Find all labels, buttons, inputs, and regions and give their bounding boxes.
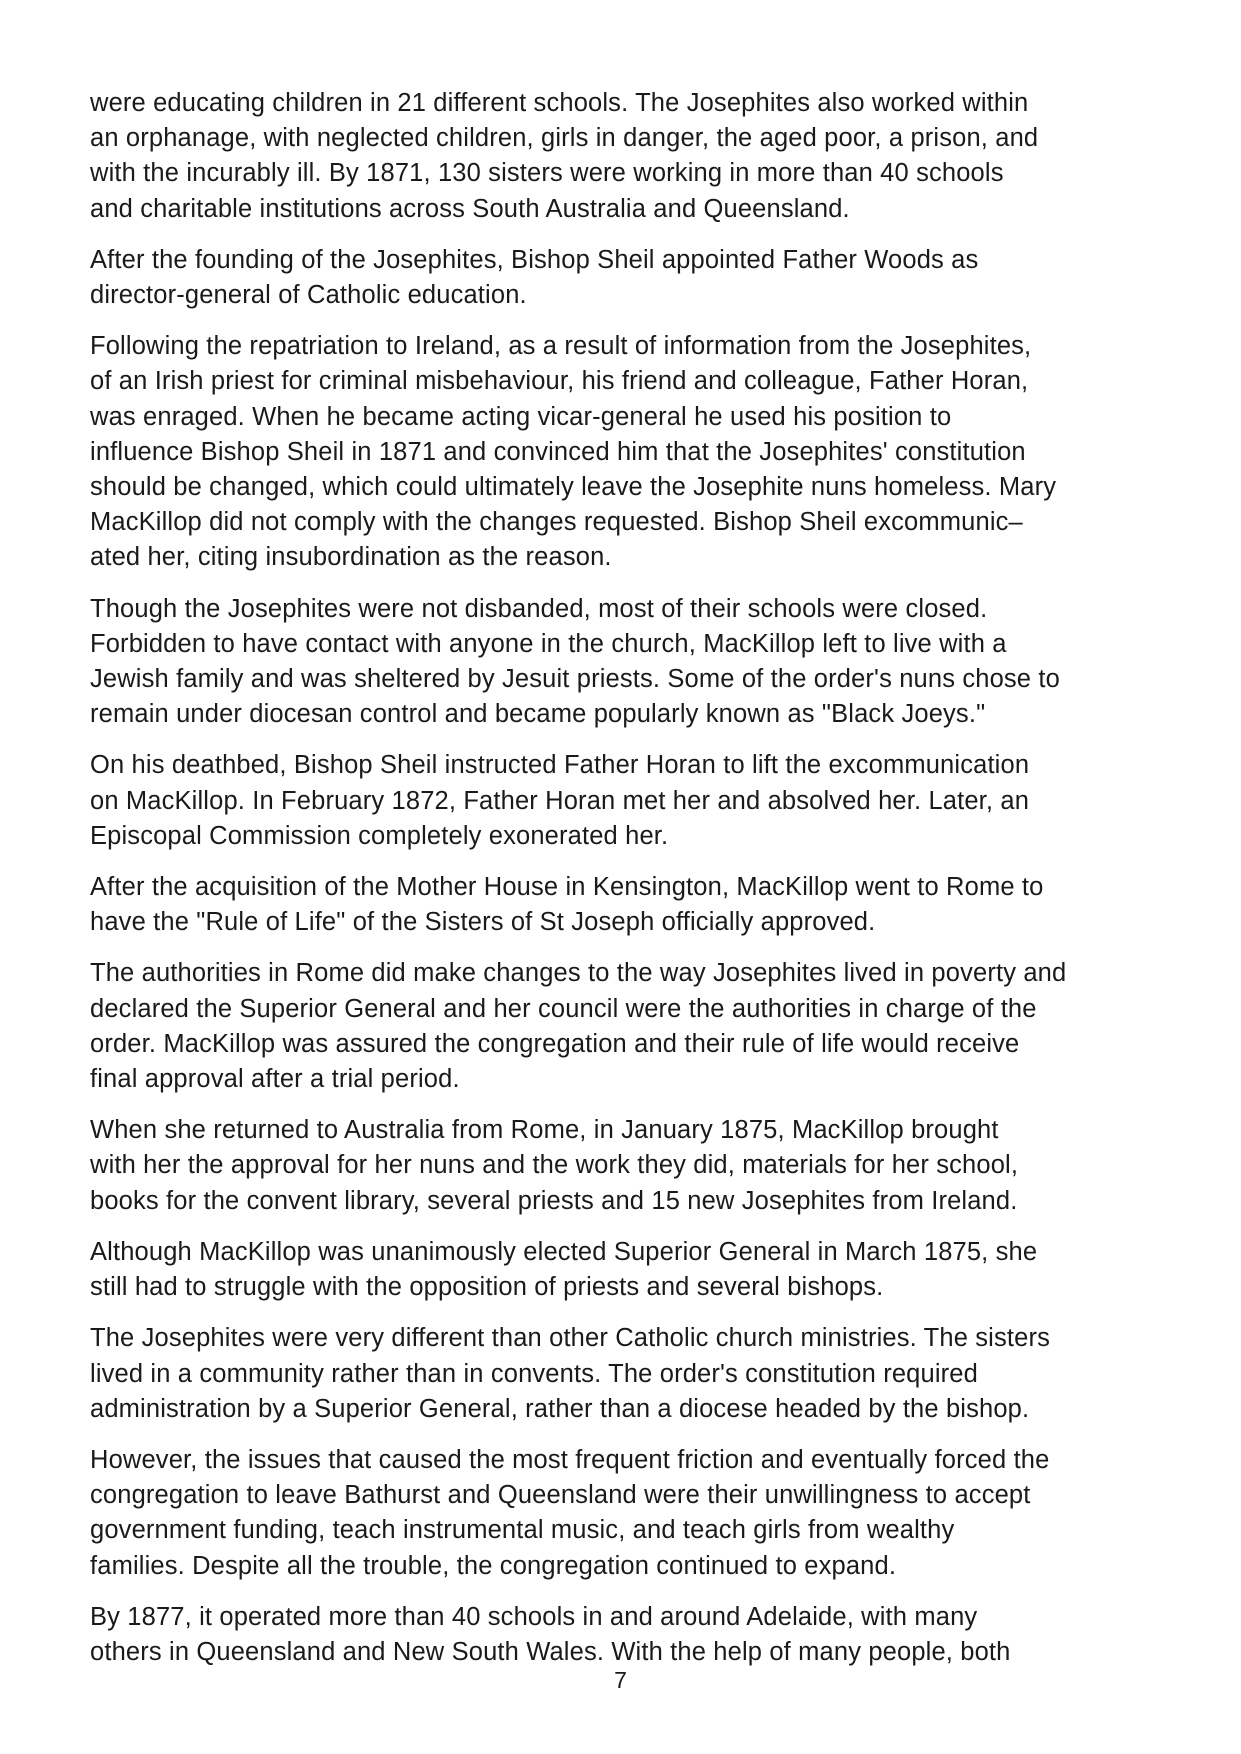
text-line: with the incurably ill. By 1871, 130 sisters were working in more than 40 schools bbox=[90, 159, 1004, 188]
text-line: an orphanage, with neglected children, girls in danger, the aged poor, a prison, and bbox=[90, 124, 1039, 153]
text-line: with her the approval for her nuns and the work they did, materials for her school, bbox=[90, 1151, 1019, 1180]
text-line: congregation to leave Bathurst and Queensland were their unwillingness to accept bbox=[90, 1481, 1031, 1510]
text-line: ated her, citing insubordination as the reason. bbox=[90, 543, 612, 572]
text-line: Following the repatriation to Ireland, as a result of information from the Josephites, bbox=[90, 332, 1032, 361]
text-line: and charitable institutions across South Australia and Queensland. bbox=[90, 194, 850, 223]
text-line: However, the issues that caused the most frequent friction and eventually forced the bbox=[90, 1445, 1050, 1474]
paragraph bbox=[90, 592, 1165, 733]
text-line: director-general of Catholic education. bbox=[90, 281, 527, 310]
text-line: lived in a community rather than in convents. The order's constitution required bbox=[90, 1359, 978, 1388]
text-line: on MacKillop. In February 1872, Father Horan met her and absolved her. Later, an bbox=[90, 786, 1030, 815]
text-line: should be changed, which could ultimately leave the Josephite nuns homeless. Mary bbox=[90, 473, 1057, 502]
text-line: government funding, teach instrumental music, and teach girls from wealthy bbox=[90, 1516, 955, 1545]
paragraph bbox=[90, 748, 1165, 854]
page-number: 7 bbox=[614, 1667, 627, 1693]
text-line: After the acquisition of the Mother House in Kensington, MacKillop went to Rome to bbox=[90, 873, 1044, 902]
text-line: MacKillop did not comply with the changes requested. Bishop Sheil excommunic– bbox=[90, 508, 1023, 537]
text-line: remain under diocesan control and became popularly known as "Black Joeys." bbox=[90, 700, 986, 729]
text-line: of an Irish priest for criminal misbehaviour, his friend and colleague, Father Horan, bbox=[90, 367, 1029, 396]
text-line: order. MacKillop was assured the congregation and their rule of life would receive bbox=[90, 1029, 1020, 1058]
text-line: Episcopal Commission completely exonerated her. bbox=[90, 821, 669, 850]
text-line: When she returned to Australia from Rome, in January 1875, MacKillop brought bbox=[90, 1116, 999, 1145]
paragraph bbox=[90, 86, 1165, 227]
text-line: Forbidden to have contact with anyone in the church, MacKillop left to live with a bbox=[90, 629, 1007, 658]
text-line: have the "Rule of Life" of the Sisters of St Joseph officially approved. bbox=[90, 908, 876, 937]
paragraph bbox=[90, 1443, 1165, 1584]
paragraph bbox=[90, 329, 1165, 575]
text-line: Although MacKillop was unanimously elected Superior General in March 1875, she bbox=[90, 1237, 1038, 1266]
text-line: still had to struggle with the opposition of priests and several bishops. bbox=[90, 1273, 884, 1302]
text-line: declared the Superior General and her council were the authorities in charge of the bbox=[90, 994, 1037, 1023]
paragraph bbox=[90, 1321, 1165, 1427]
text-line: final approval after a trial period. bbox=[90, 1065, 460, 1094]
page-body bbox=[90, 86, 1165, 1686]
text-line: Though the Josephites were not disbanded, most of their schools were closed. bbox=[90, 594, 988, 623]
text-line: families. Despite all the trouble, the congregation continued to expand. bbox=[90, 1551, 897, 1580]
text-line: influence Bishop Sheil in 1871 and convinced him that the Josephites' constitution bbox=[90, 437, 1026, 466]
text-line: were educating children in 21 different schools. The Josephites also worked within bbox=[90, 89, 1029, 117]
paragraph bbox=[90, 243, 1165, 313]
paragraph bbox=[90, 870, 1165, 940]
text-line: Jewish family and was sheltered by Jesuit priests. Some of the order's nuns chose to bbox=[90, 665, 1060, 694]
text-line: books for the convent library, several priests and 15 new Josephites from Ireland. bbox=[90, 1186, 1018, 1215]
paragraph bbox=[90, 956, 1165, 1097]
text-line: The Josephites were very different than other Catholic church ministries. The sisters bbox=[90, 1324, 1050, 1353]
paragraph bbox=[90, 1600, 1165, 1670]
text-line: On his deathbed, Bishop Sheil instructed Father Horan to lift the excommunication bbox=[90, 751, 1030, 780]
text-line: By 1877, it operated more than 40 schools in and around Adelaide, with many bbox=[90, 1602, 978, 1631]
text-line: administration by a Superior General, rather than a diocese headed by the bishop. bbox=[90, 1394, 1030, 1423]
text-line: The authorities in Rome did make changes to the way Josephites lived in poverty and bbox=[90, 959, 1067, 988]
paragraph bbox=[90, 1235, 1165, 1305]
text-line: After the founding of the Josephites, Bishop Sheil appointed Father Woods as bbox=[90, 245, 979, 274]
text-line: others in Queensland and New South Wales. With the help of many people, both bbox=[90, 1637, 1011, 1666]
text-line: was enraged. When he became acting vicar-general he used his position to bbox=[90, 402, 952, 431]
paragraph bbox=[90, 1113, 1165, 1219]
